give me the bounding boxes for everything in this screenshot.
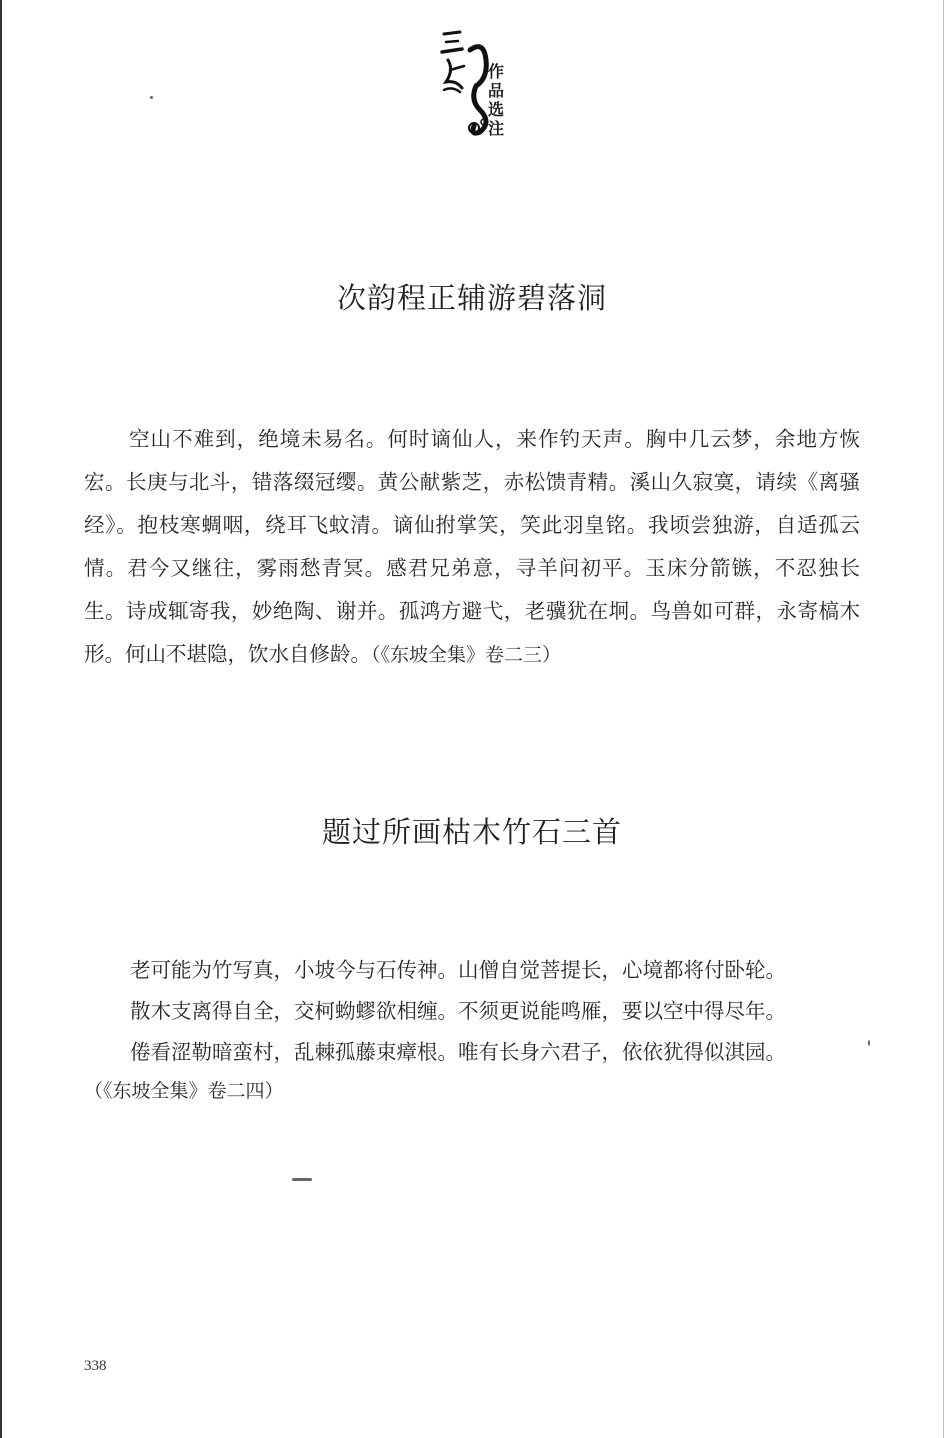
verse-line: 散木支离得自全，交柯蚴蟉欲相缠。不须更说能鸣雁，要以空中得尽年。 <box>130 999 786 1023</box>
series-label-char: 品 <box>487 81 504 100</box>
scan-speck <box>150 96 153 99</box>
poem-title: 次韵程正辅游碧落洞 <box>336 281 607 315</box>
page-number: 338 <box>84 1358 107 1374</box>
poem-source: （《东坡全集》卷二三） <box>371 644 562 666</box>
scan-speck <box>868 1040 870 1046</box>
poem-body <box>84 418 860 677</box>
series-label-char: 作 <box>487 62 504 81</box>
verse-line: 倦看涩勒暗蛮村，乱棘孤藤束瘴根。唯有长身六君子，依依犹得似淇园。 <box>130 1040 786 1064</box>
page-left-edge <box>0 0 2 1438</box>
series-label-char: 选 <box>487 100 504 119</box>
poem-title: 题过所画枯木竹石三首 <box>321 815 622 849</box>
verse-line: 老可能为竹写真，小坡今与石传神。山僧自觉菩提长，心境都将付卧轮。 <box>130 958 786 982</box>
scan-speck <box>292 1178 312 1181</box>
series-label <box>486 62 506 138</box>
poem-verses <box>84 950 884 1109</box>
poem-text: 空山不难到，绝境未易名。何时谪仙人，来作钓天声。胸中几云梦，余地方恢宏。长庚与北斗，错落缀冠缨。黄公献紫芝，赤松馈青精。溪山久寂寞，请续《离骚经》。抱枝寒蜩咽，绕耳飞蚊清。谪仙拊掌笑，笑此羽皇铭。我顷尝独游，自适孤云情。君今又继往，雾雨愁青冥。感君兄弟意，寻羊问初平。玉床分箭镞，不忍独长生。诗成辄寄我，妙绝陶、谢并。孤鸿方避弋，老骥犹在坰。鸟兽如可群，永寄槁木形。何山不堪隐，饮水自修龄。 <box>84 427 860 666</box>
poem-source: （《东坡全集》卷二四） <box>84 1080 284 1102</box>
series-label-char: 注 <box>487 119 504 138</box>
